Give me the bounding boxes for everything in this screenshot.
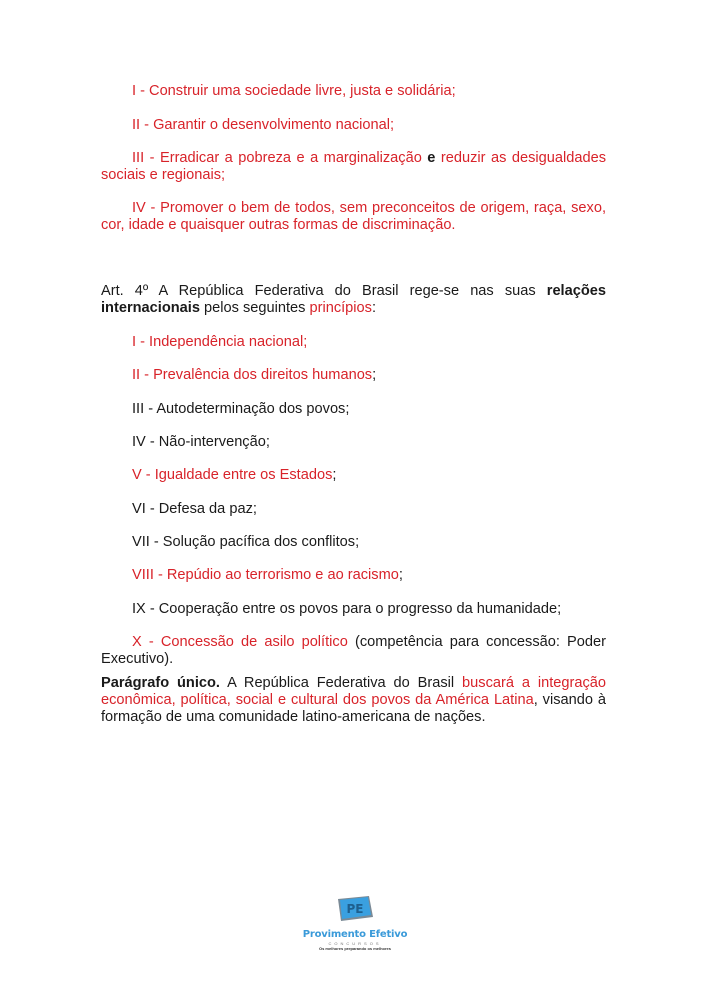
- logo-mark-text: PE: [346, 902, 364, 916]
- art4-item-text: II - Prevalência dos direitos humanos: [132, 367, 373, 383]
- art4-item-text: I - Independência nacional;: [132, 334, 308, 350]
- art4-item-text: VI - Defesa da paz;: [132, 501, 257, 517]
- art3-item-3: [101, 150, 606, 184]
- art4-intro-prefix: Art. 4º A República Federativa do Brasil rege-se nas suas: [101, 283, 547, 299]
- art4-item-suffix: ;: [372, 367, 377, 383]
- art3-item-3-part2: reduzir as desigualdades sociais e regionais;: [101, 150, 607, 183]
- logo-subtitle: CONCURSOS: [328, 941, 382, 946]
- art4-item-text: IV - Não-intervenção;: [132, 434, 270, 450]
- art4-item-suffix: ;: [398, 567, 403, 583]
- paragrafo-label: Parágrafo único.: [101, 675, 220, 691]
- art4-item-text: V - Igualdade entre os Estados: [132, 467, 333, 483]
- art4-item: [101, 434, 606, 451]
- art4-intro-red: princípios: [309, 300, 372, 316]
- footer-logo: [300, 893, 410, 958]
- art4-item: [101, 634, 606, 668]
- art4-item-suffix: ;: [332, 467, 337, 483]
- art3-item-3-part1: III - Erradicar a pobreza e a marginalização: [132, 150, 428, 166]
- art4-intro-bold: relações internacionais: [101, 283, 606, 316]
- art4-item-text: IX - Cooperação entre os povos para o progresso da humanidade;: [132, 601, 562, 617]
- paragrafo-prefix: A República Federativa do Brasil: [220, 675, 463, 691]
- art4-intro: [101, 283, 606, 317]
- logo-mark-icon: [335, 895, 375, 923]
- art4-item: [101, 334, 606, 351]
- art4-item-text: III - Autodeterminação dos povos;: [132, 401, 350, 417]
- paragrafo-highlight: buscará a integração econômica, política, social e cultural dos povos da América Latina: [101, 675, 607, 708]
- logo-name: Provimento Efetivo: [302, 929, 408, 940]
- paragrafo-unico: [101, 675, 606, 726]
- art4-item: [101, 467, 606, 484]
- logo-tagline: Os melhores preparando os melhores: [318, 946, 392, 951]
- art4-intro-end: :: [371, 300, 377, 316]
- art4-item: [101, 601, 606, 618]
- art4-item-text: X - Concessão de asilo político: [132, 634, 348, 650]
- art4-item-suffix: (competência para concessão: Poder Executivo).: [101, 634, 606, 667]
- art4-item: [101, 567, 606, 584]
- art4-item-text: VII - Solução pacífica dos conflitos;: [132, 534, 360, 550]
- art4-item: [101, 367, 606, 384]
- art3-item-2: II - Garantir o desenvolvimento nacional;: [132, 117, 395, 133]
- art4-intro-mid: pelos seguintes: [199, 300, 310, 316]
- art4-item: [101, 534, 606, 551]
- art4-item: [101, 501, 606, 518]
- art3-item-4: IV - Promover o bem de todos, sem preconceitos de origem, raça, sexo, cor, idade e quaisquer outras formas de discriminação.: [101, 200, 606, 233]
- paragrafo-suffix: , visando à formação de uma comunidade latino-americana de nações.: [101, 692, 606, 725]
- art3-item-1: I - Construir uma sociedade livre, justa e solidária;: [132, 83, 456, 99]
- art4-item-text: VIII - Repúdio ao terrorismo e ao racismo: [132, 567, 399, 583]
- art3-item-3-connector: e: [427, 150, 436, 166]
- art4-item: [101, 401, 606, 418]
